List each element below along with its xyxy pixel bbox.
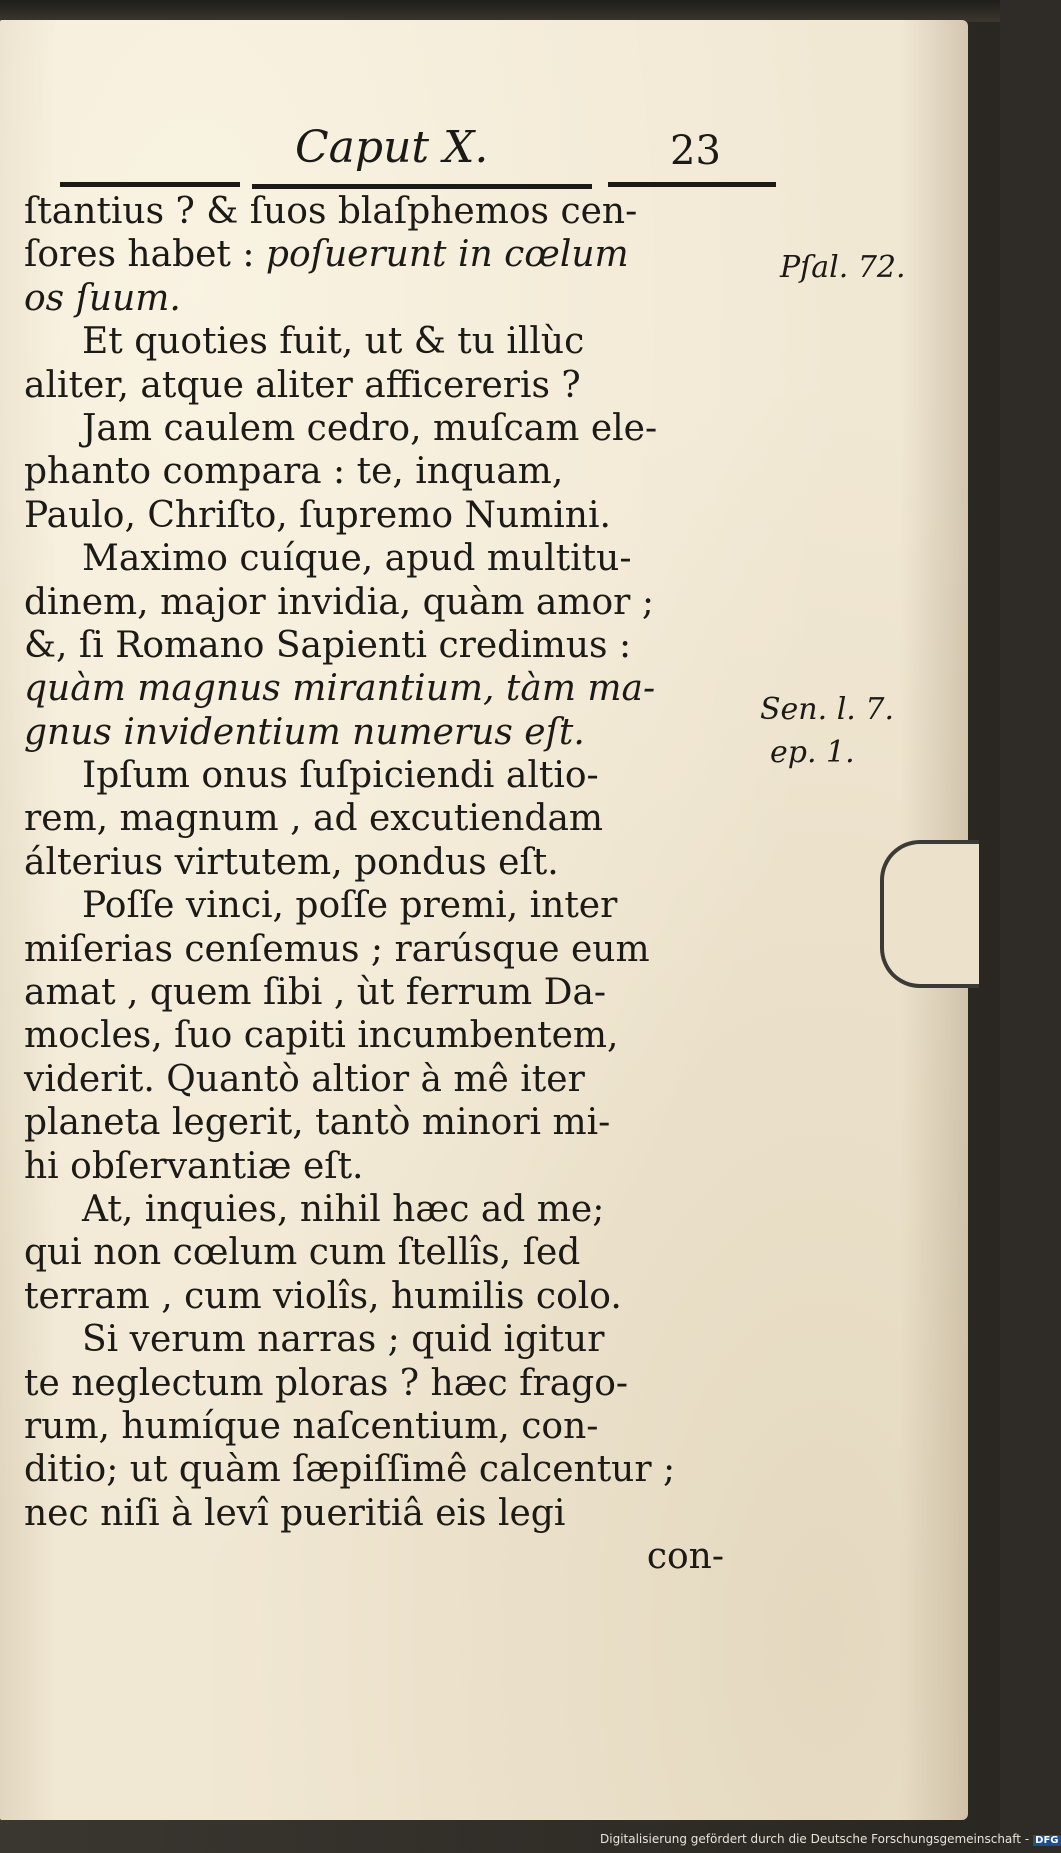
catchword: con- [646,1536,724,1578]
text-line: miſerias cenſemus ; rarúsque eum [24,928,650,970]
text-line: hi obſervantiæ eſt. [24,1145,364,1187]
text-line: álterius virtutem, pondus eſt. [24,841,559,883]
text-line-part: ſores habet : [24,234,266,276]
text-line [24,233,744,276]
text-line: os ſuum. [24,277,181,319]
text-line: te neglectum ploras ? hæc frago- [24,1362,629,1404]
text-line: amat , quem ſibi , ùt ferrum Da- [24,972,607,1014]
text-line: rum, humíque naſcentium, con- [24,1405,599,1447]
text-line: qui non cœlum cum ſtellîs, ſed [24,1232,581,1274]
dfg-logo: DFG [1035,1835,1059,1846]
header-rule-left [60,182,240,187]
running-title: Caput X. [295,122,489,173]
header-rule-middle [252,184,592,189]
text-line: aliter, atque aliter afficereris ? [24,364,581,406]
margin-note-psalm: Pſal. 72. [780,250,906,285]
text-line: Poſſe vinci, poſſe premi, inter [82,885,618,927]
page-clip-tab [880,840,979,988]
text-line: terram , cum violîs, humilis colo. [24,1275,622,1317]
text-line: dinem, major invidia, quàm amor ; [24,581,654,623]
text-line: Jam caulem cedro, muſcam ele- [82,407,658,449]
text-line: rem, magnum , ad excutiendam [24,798,604,840]
margin-note-seneca: Sen. l. 7. [760,692,894,727]
text-line: gnus invidentium numerus eſt. [24,711,585,753]
text-line-italic-part: poſuerunt in cœlum [265,234,629,276]
margin-note-seneca-epistle: ep. 1. [770,735,855,770]
page-number: 23 [670,128,721,174]
text-line: At, inquies, nihil hæc ad me; [82,1188,605,1230]
text-line: Et quoties fuit, ut & tu illùc [82,321,585,363]
text-line: Maximo cuíque, apud multitu- [82,538,632,580]
digitization-credit [600,1832,1061,1846]
header-rule-right [608,182,776,187]
text-line: &, ſi Romano Sapienti credimus : [24,624,632,666]
text-line: nec niſi à levî pueritiâ eis legi [24,1492,566,1534]
credit-text: Digitalisierung gefördert durch die Deutsche Forschungsgemeinschaft - [600,1832,1030,1846]
text-line: planeta legerit, tantò minori mi- [24,1102,611,1144]
text-line: ſtantius ? & ſuos blaſphemos cen- [24,191,638,232]
top-edge-band [0,0,1000,22]
text-line: viderit. Quantò altior à mê iter [24,1058,585,1100]
page-body-text [24,190,744,1579]
text-line: mocles, ſuo capiti incumbentem, [24,1015,619,1057]
text-line: quàm magnus mirantium, tàm ma- [24,668,656,710]
text-line: phanto compara : te, inquam, [24,451,564,493]
text-line: Ipſum onus ſuſpiciendi altio- [82,755,599,797]
text-line: Paulo, Chriſto, ſupremo Numini. [24,494,611,536]
text-line: ditio; ut quàm ſæpiſſimê calcentur ; [24,1449,676,1491]
page-header [60,122,720,192]
text-line: Si verum narras ; quid igitur [82,1319,605,1361]
